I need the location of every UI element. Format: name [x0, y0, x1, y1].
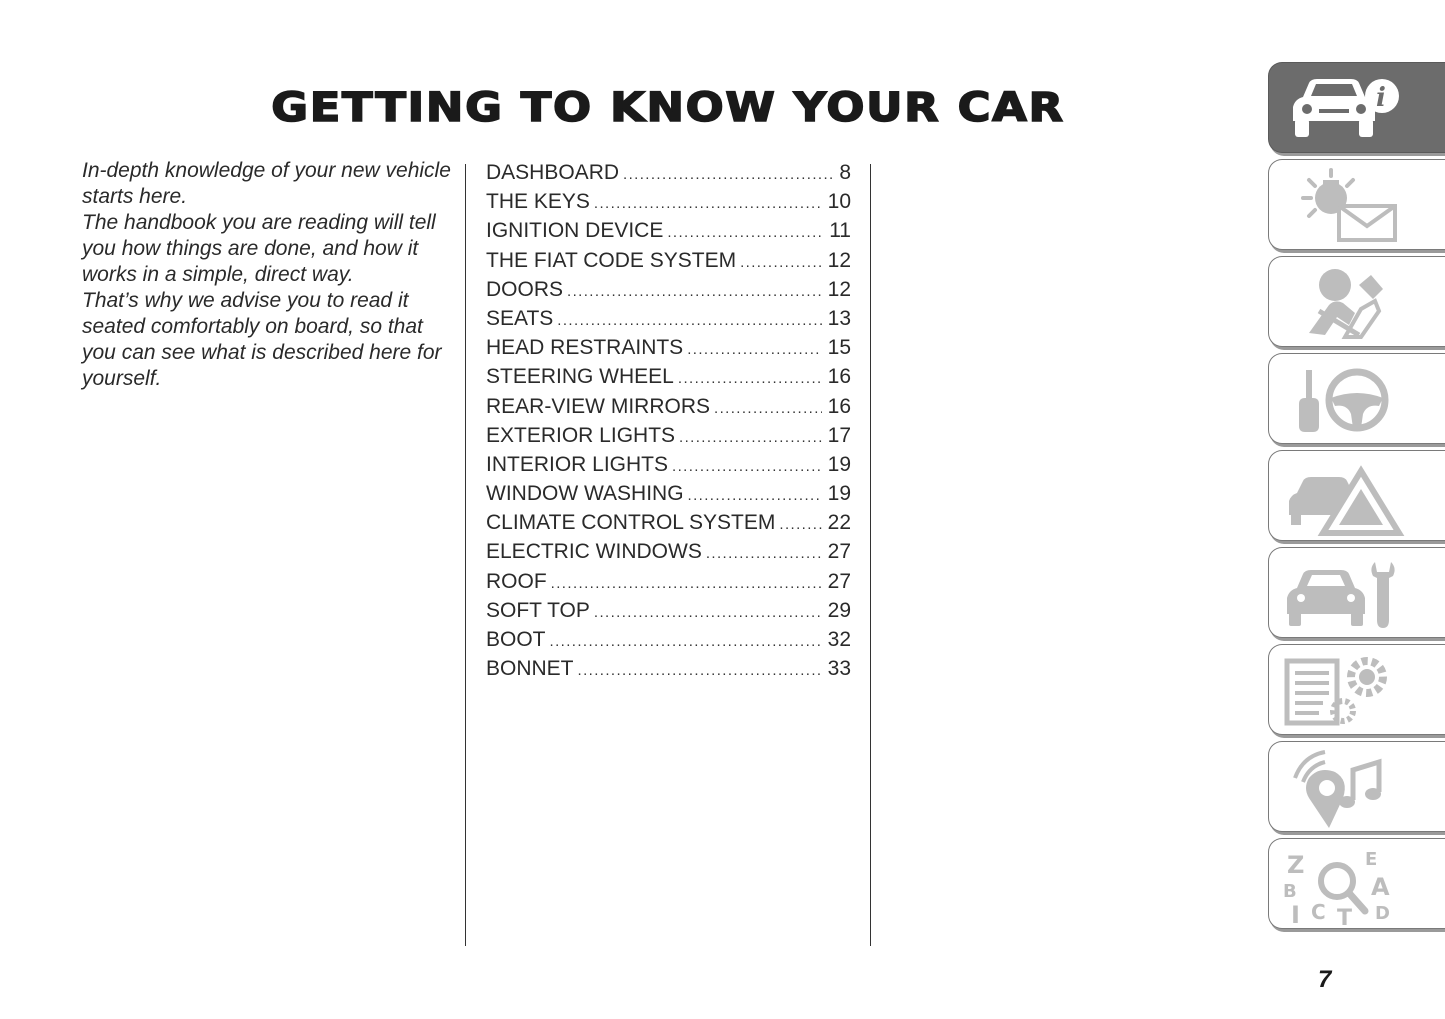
toc-label[interactable]: IGNITION DEVICE: [486, 219, 664, 243]
toc-label[interactable]: HEAD RESTRAINTS: [486, 336, 684, 360]
toc-entry[interactable]: [486, 424, 851, 453]
page-title: GETTING TO KNOW YOUR CAR: [271, 84, 1065, 131]
table-of-contents: [486, 161, 851, 686]
toc-label[interactable]: CLIMATE CONTROL SYSTEM: [486, 511, 776, 535]
tab-safety[interactable]: [1268, 256, 1445, 347]
toc-leader: [594, 195, 822, 212]
toc-page-number[interactable]: 33: [827, 657, 851, 681]
toc-label[interactable]: BOOT: [486, 628, 546, 651]
toc-entry[interactable]: [486, 453, 851, 482]
toc-page-number[interactable]: 27: [827, 540, 851, 564]
toc-label[interactable]: BONNET: [486, 657, 574, 681]
index-letter: A: [1371, 873, 1390, 901]
toc-entry[interactable]: [486, 540, 851, 569]
tab-getting-to-know-your-car[interactable]: [1268, 62, 1445, 153]
toc-page-number[interactable]: 19: [827, 482, 851, 506]
toc-leader: [687, 341, 821, 358]
column-divider: [465, 164, 466, 946]
tab-starting-and-driving[interactable]: [1268, 353, 1445, 444]
technical-data-gears-icon: [1279, 651, 1409, 731]
toc-label[interactable]: ROOF: [486, 569, 547, 593]
toc-leader: [557, 312, 821, 329]
index-letter: B: [1283, 881, 1297, 902]
toc-entry[interactable]: [486, 190, 851, 219]
toc-page-number[interactable]: 12: [827, 248, 851, 272]
index-letter: T: [1337, 906, 1353, 925]
toc-leader: [779, 516, 821, 533]
index-letter: C: [1311, 900, 1326, 924]
toc-label[interactable]: DASHBOARD: [486, 161, 620, 184]
tab-index[interactable]: [1268, 838, 1445, 929]
toc-page-number[interactable]: 16: [827, 394, 851, 418]
toc-label[interactable]: SEATS: [486, 306, 554, 330]
svg-text:i: i: [1376, 83, 1386, 113]
alphabetical-index-search-icon: [1279, 845, 1409, 925]
breakdown-warning-triangle-icon: [1279, 457, 1409, 537]
toc-leader: [706, 545, 822, 562]
toc-page-number[interactable]: 15: [827, 336, 851, 360]
toc-leader: [714, 400, 822, 417]
toc-page-number[interactable]: 27: [827, 569, 851, 593]
toc-label[interactable]: REAR-VIEW MIRRORS: [486, 394, 711, 418]
toc-page-number[interactable]: 11: [829, 219, 851, 243]
toc-page-number[interactable]: 8: [839, 161, 851, 184]
toc-label[interactable]: DOORS: [486, 277, 564, 301]
toc-entry[interactable]: [486, 219, 851, 248]
toc-page-number[interactable]: 13: [827, 306, 851, 330]
toc-label[interactable]: EXTERIOR LIGHTS: [486, 423, 676, 447]
toc-page-number[interactable]: 16: [827, 365, 851, 389]
multimedia-music-icon: [1279, 748, 1409, 828]
toc-entry[interactable]: [486, 657, 851, 686]
toc-leader: [740, 254, 822, 271]
intro-paragraph: The handbook you are reading will tell you how things are done, and how it works in a simple, direct way.: [82, 211, 436, 286]
index-letter: E: [1365, 849, 1378, 870]
tab-servicing-and-maintenance[interactable]: [1268, 547, 1445, 638]
toc-leader: [578, 662, 822, 679]
toc-label[interactable]: SOFT TOP: [486, 598, 590, 622]
tab-warning-lights-messages[interactable]: [1268, 159, 1445, 250]
toc-leader: [672, 458, 822, 475]
key-steering-wheel-icon: [1279, 360, 1409, 440]
toc-label[interactable]: THE FIAT CODE SYSTEM: [486, 248, 737, 272]
page-number: 7: [1318, 966, 1332, 993]
toc-leader: [551, 575, 822, 592]
intro-text: [82, 158, 452, 392]
toc-label[interactable]: THE KEYS: [486, 190, 590, 214]
toc-page-number[interactable]: 17: [827, 423, 851, 447]
toc-page-number[interactable]: 29: [827, 598, 851, 622]
toc-entry[interactable]: [486, 307, 851, 336]
toc-leader: [550, 633, 822, 650]
toc-page-number[interactable]: 32: [827, 628, 851, 651]
tab-multimedia[interactable]: [1268, 741, 1445, 832]
toc-entry[interactable]: [486, 336, 851, 365]
tab-technical-data[interactable]: [1268, 644, 1445, 735]
toc-label[interactable]: ELECTRIC WINDOWS: [486, 540, 702, 564]
toc-label[interactable]: WINDOW WASHING: [486, 482, 684, 506]
toc-entry[interactable]: [486, 365, 851, 394]
toc-leader: [594, 604, 822, 621]
intro-paragraph: That’s why we advise you to read it seated comfortably on board, so that you can see what is described here for yourself.: [82, 289, 442, 390]
toc-page-number[interactable]: 19: [827, 452, 851, 476]
intro-paragraph: In-depth knowledge of your new vehicle starts here.: [82, 159, 451, 208]
toc-entry[interactable]: [486, 482, 851, 511]
toc-entry[interactable]: [486, 628, 851, 657]
index-letter: I: [1291, 901, 1300, 925]
car-info-icon: [1279, 69, 1409, 149]
tab-in-an-emergency[interactable]: [1268, 450, 1445, 541]
toc-entry[interactable]: [486, 570, 851, 599]
toc-leader: [678, 370, 822, 387]
seat-belt-safety-icon: [1279, 263, 1409, 343]
warning-lights-message-icon: [1279, 166, 1409, 246]
toc-leader: [667, 224, 823, 241]
toc-entry[interactable]: [486, 599, 851, 628]
toc-label[interactable]: STEERING WHEEL: [486, 365, 674, 389]
toc-page-number[interactable]: 10: [827, 190, 851, 214]
toc-leader: [688, 487, 822, 504]
toc-page-number[interactable]: 12: [827, 277, 851, 301]
toc-entry[interactable]: [486, 161, 851, 190]
toc-entry[interactable]: [486, 395, 851, 424]
column-divider: [870, 164, 871, 946]
toc-entry[interactable]: [486, 511, 851, 540]
car-wrench-maintenance-icon: [1279, 554, 1409, 634]
toc-leader: [623, 166, 833, 183]
toc-leader: [679, 429, 822, 446]
toc-label[interactable]: INTERIOR LIGHTS: [486, 452, 669, 476]
index-letter: D: [1375, 903, 1390, 924]
toc-entry[interactable]: [486, 249, 851, 278]
toc-entry[interactable]: [486, 278, 851, 307]
toc-page-number[interactable]: 22: [827, 511, 851, 535]
index-letter: Z: [1287, 851, 1305, 879]
toc-leader: [567, 283, 822, 300]
